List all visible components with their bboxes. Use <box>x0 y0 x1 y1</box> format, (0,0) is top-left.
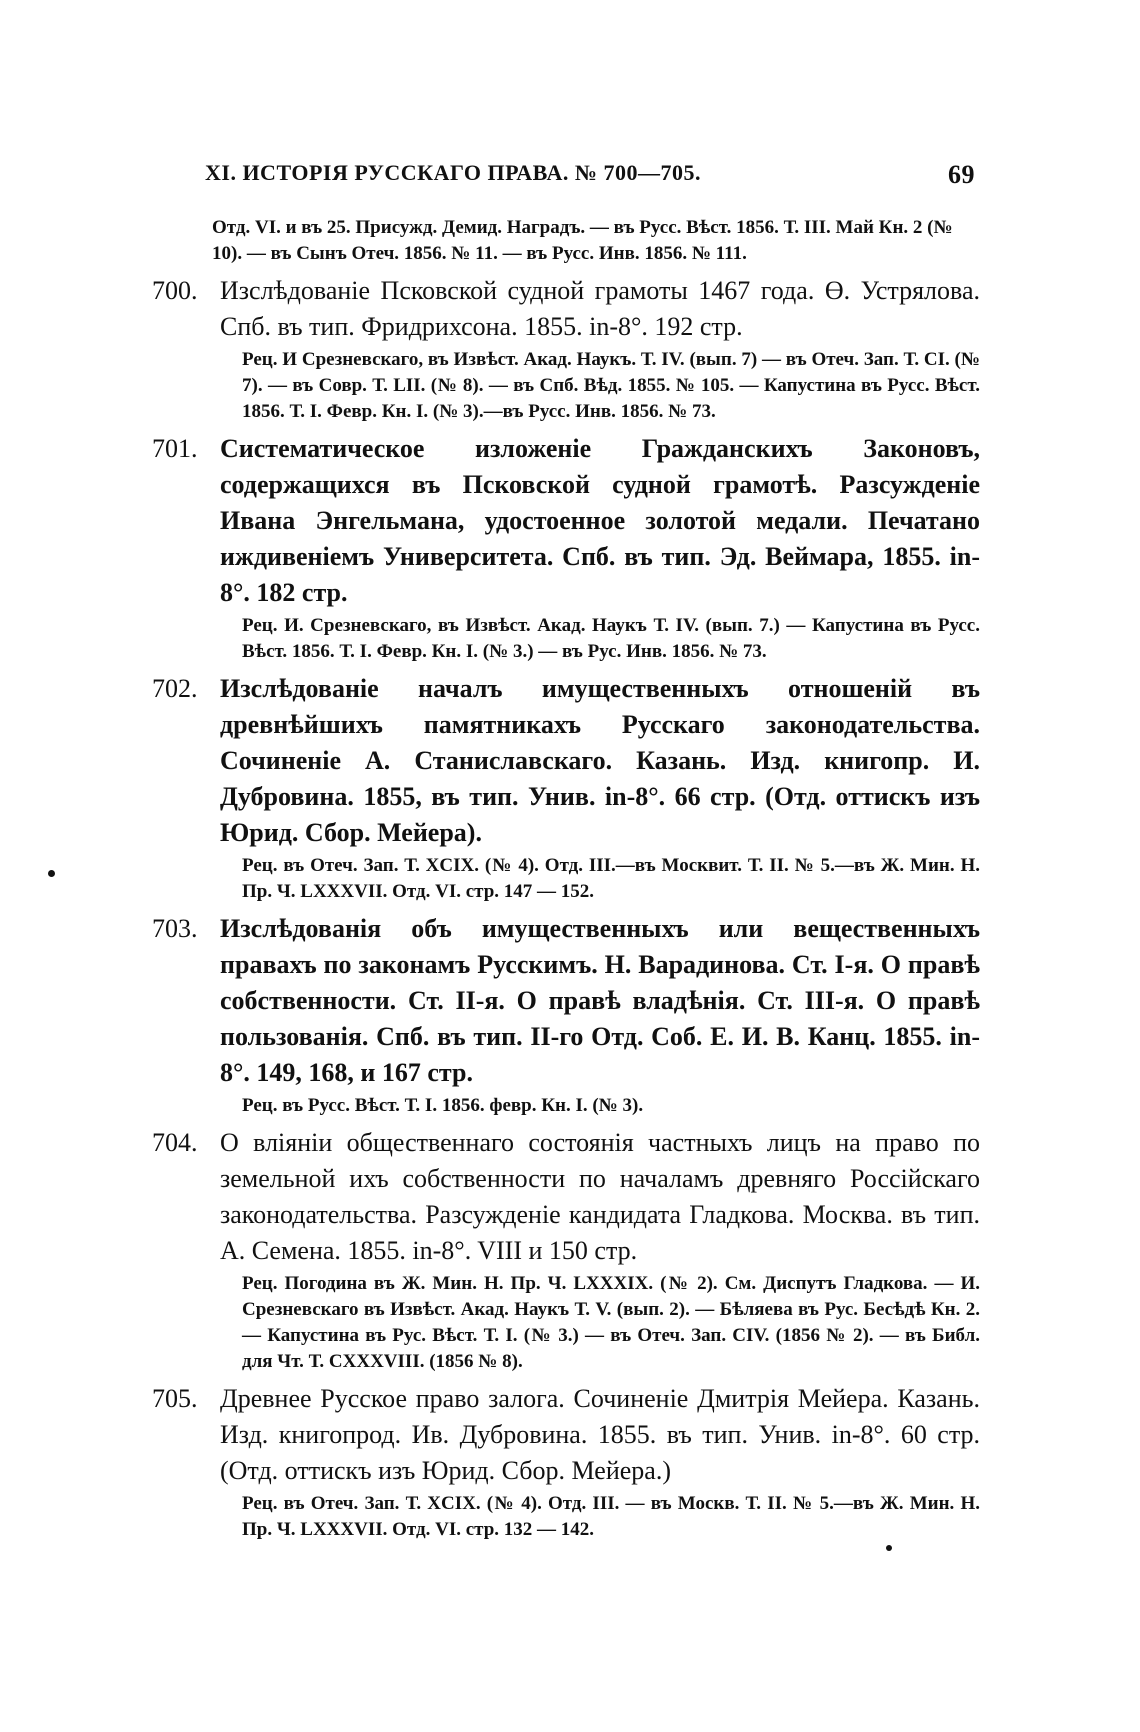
entry-number: 705. <box>152 1384 198 1413</box>
header-title: XI. ИСТОРІЯ РУССКАГО ПРАВА. № 700—705. <box>205 160 701 185</box>
entry-title: Изслѣдованія объ имущественныхъ или вещественныхъ правахъ по законамъ Русскимъ. Н. Варадинова. Ст. I-я. О правѣ собственности. Ст. II-я. О правѣ владѣнія. Ст. III-я. О правѣ пользованія. Спб. въ тип. II-го Отд. Соб. Е. И. В. Канц. 1855. in-8°. 149, 168, и 167 стр. <box>220 914 980 1087</box>
ink-speck <box>48 870 55 877</box>
entry-title: Изслѣдованіе началъ имущественныхъ отношеній въ древнѣйшихъ памятникахъ Русскаго законодательства. Сочиненіе А. Станиславскаго. Казань. Изд. книгопр. И. Дубровина. 1855, въ тип. Унив. in-8°. 66 стр. (Отд. оттискъ изъ Юрид. Сбор. Мейера). <box>220 674 980 847</box>
entry-number: 700. <box>152 276 198 305</box>
entry-reviews: Рец. И. Срезневскаго, въ Извѣст. Акад. Наукъ Т. IV. (вып. 7.) — Капустина въ Русс. Вѣст. 1856. Т. I. Февр. Кн. I. (№ 3.) — въ Рус. Инв. 1856. № 73. <box>242 615 980 662</box>
entry-number: 703. <box>152 914 198 943</box>
page-number: 69 <box>948 160 975 189</box>
entry-701 <box>152 431 980 665</box>
entry-reviews: Рец. въ Отеч. Зап. Т. XCIX. (№ 4). Отд. III.—въ Москвит. Т. II. № 5.—въ Ж. Мин. Н. Пр. Ч. LXXXVII. Отд. VI. стр. 147 — 152. <box>242 855 980 902</box>
entry-702 <box>152 671 980 905</box>
entry-reviews: Рец. Погодина въ Ж. Мин. Н. Пр. Ч. LXXXIX. (№ 2). См. Диспутъ Гладкова. — И. Срезневскаго въ Извѣст. Акад. Наукъ Т. V. (вып. 2). — Бѣляева въ Рус. Бесѣдѣ Кн. 2. — Капустина въ Рус. Вѣст. Т. I. (№ 3.) — въ Отеч. Зап. CIV. (1856 № 2). — въ Библ. для Чт. Т. CXXXVIII. (1856 № 8). <box>242 1273 980 1372</box>
entry-700 <box>152 273 980 425</box>
entries-list <box>152 215 980 1543</box>
entry-705 <box>152 1381 980 1543</box>
entry-title: Древнее Русское право залога. Сочиненіе Дмитрія Мейера. Казань. Изд. книгопрод. Ив. Дубровина. 1855. въ тип. Унив. in-8°. 60 стр. (Отд. оттискъ изъ Юрид. Сбор. Мейера.) <box>220 1384 980 1485</box>
entry-title: Систематическое изложеніе Гражданскихъ Законовъ, содержащихся въ Псковской судной грамотѣ. Разсужденіе Ивана Энгельмана, удостоенное золотой медали. Печатано иждивеніемъ Университета. Спб. въ тип. Эд. Веймара, 1855. in-8°. 182 стр. <box>220 434 980 607</box>
entry-704 <box>152 1125 980 1375</box>
ink-speck <box>886 1545 892 1551</box>
entry-number: 704. <box>152 1128 198 1157</box>
entry-number: 702. <box>152 674 198 703</box>
entry-reviews: Рец. въ Отеч. Зап. Т. XCIX. (№ 4). Отд. III. — въ Москв. Т. II. № 5.—въ Ж. Мин. Н. Пр. Ч. LXXXVII. Отд. VI. стр. 132 — 142. <box>242 1493 980 1540</box>
entry-title: О вліяніи общественнаго состоянія частныхъ лицъ на право по земельной ихъ собственности по началамъ древняго Россійскаго законодательства. Разсужденіе кандидата Гладкова. Москва. въ тип. А. Семена. 1855. in-8°. VIII и 150 стр. <box>220 1128 980 1265</box>
entry-reviews: Рец. въ Русс. Вѣст. Т. I. 1856. февр. Кн. I. (№ 3). <box>242 1095 644 1116</box>
entry-reviews: Рец. И Срезневскаго, въ Извѣст. Акад. Наукъ. Т. IV. (вып. 7) — въ Отеч. Зап. Т. CI. (№ 7). — въ Совр. Т. LII. (№ 8). — въ Спб. Вѣд. 1855. № 105. — Капустина въ Русс. Вѣст. 1856. Т. I. Февр. Кн. I. (№ 3).—въ Русс. Инв. 1856. № 73. <box>242 349 980 422</box>
entry-title: Изслѣдованіе Псковской судной грамоты 1467 года. Ө. Устрялова. Спб. въ тип. Фридрихсона. 1855. in-8°. 192 стр. <box>220 276 980 341</box>
continued-review-text: Отд. VI. и въ 25. Присужд. Демид. Наградъ. — въ Русс. Вѣст. 1856. Т. III. Май Кн. 2 (№ 10). — въ Сынъ Отеч. 1856. № 11. — въ Русс. Инв. 1856. № 111. <box>212 217 953 264</box>
entry-number: 701. <box>152 434 198 463</box>
entry-703 <box>152 911 980 1119</box>
